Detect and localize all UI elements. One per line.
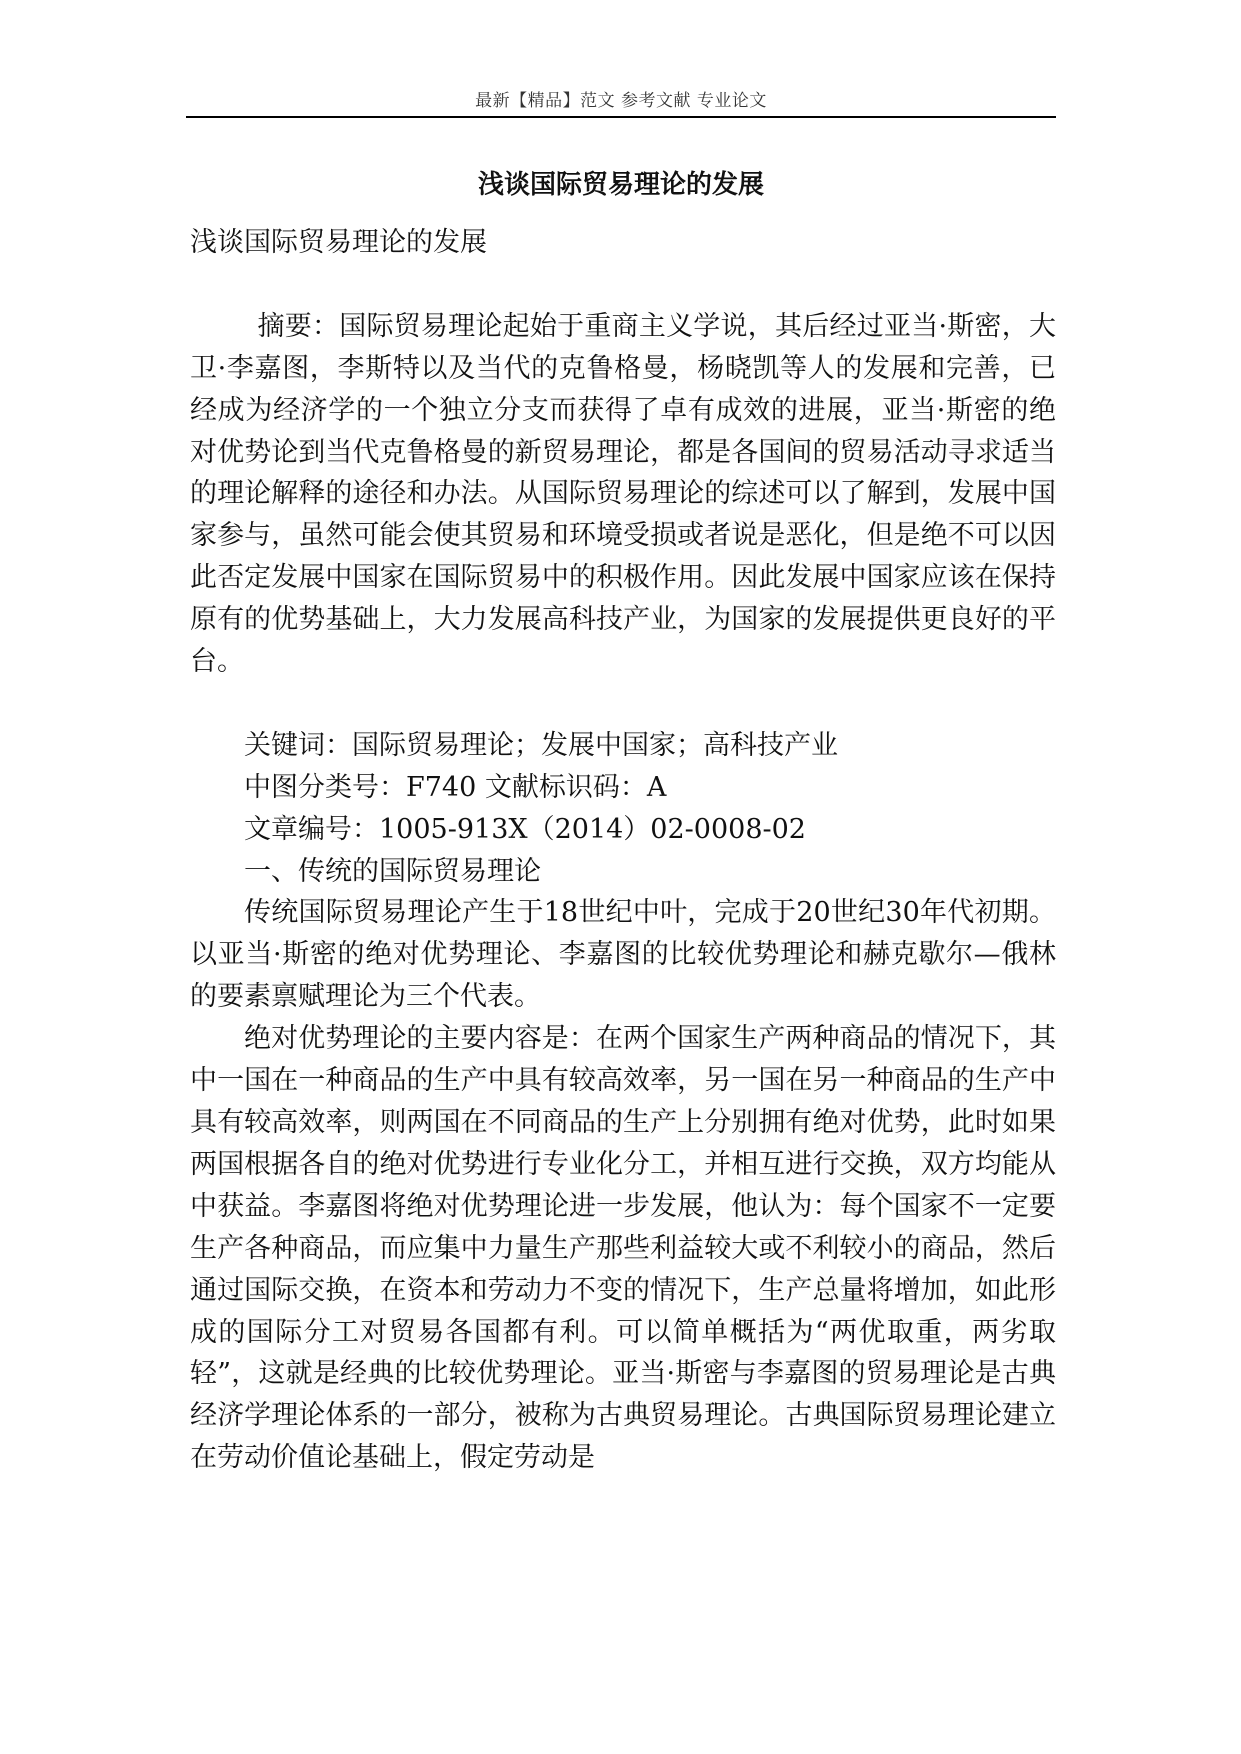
body-paragraph: 传统国际贸易理论产生于18世纪中叶，完成于20世纪30年代初期。以亚当·斯密的绝对优势理论、李嘉图的比较优势理论和赫克歇尔—俄林的要素禀赋理论为三个代表。 xyxy=(190,897,1056,1013)
body-paragraph: 绝对优势理论的主要内容是：在两个国家生产两种商品的情况下，其中一国在一种商品的生产中具有较高效率，另一国在另一种商品的生产中具有较高效率，则两国在不同商品的生产上分别拥有绝对优势，此时如果两国根据各自的绝对优势进行专业化分工，并相互进行交换，双方均能从中获益。李嘉图将绝对优势理论进一步发展，他认为：每个国家不一定要生产各种商品，而应集中力量生产那些利益较大或不利较小的商品，然后通过国际交换，在资本和劳动力不变的情况下，生产总量将增加，如此形成的国际分工对贸易各国都有利。可以简单概括为“两优取重，两劣取轻”，这就是经典的比较优势理论。亚当·斯密与李嘉图的贸易理论是古典经济学理论体系的一部分，被称为古典贸易理论。古典国际贸易理论建立在劳动价值论基础上，假定劳动是 xyxy=(190,1023,1056,1474)
abstract-paragraph: 摘要：国际贸易理论起始于重商主义学说，其后经过亚当·斯密，大卫·李嘉图，李斯特以及当代的克鲁格曼，杨晓凯等人的发展和完善，已经成为经济学的一个独立分支而获得了卓有成效的进展，亚当·斯密的绝对优势论到当代克鲁格曼的新贸易理论，都是各国间的贸易活动寻求适当的理论解释的途径和办法。从国际贸易理论的综述可以了解到，发展中国家参与，虽然可能会使其贸易和环境受损或者说是恶化，但是绝不可以因此否定发展中国家在国际贸易中的积极作用。因此发展中国家应该在保持原有的优势基础上，大力发展高科技产业，为国家的发展提供更良好的平台。 xyxy=(190,310,1056,678)
running-header: 最新【精品】范文 参考文献 专业论文 xyxy=(475,91,767,111)
document-title: 浅谈国际贸易理论的发展 xyxy=(477,170,764,200)
blank-line xyxy=(190,264,1056,306)
document-body xyxy=(190,222,1056,1479)
header-rule xyxy=(186,116,1056,118)
blank-line xyxy=(190,683,1056,725)
classification-line: 中图分类号：F740 文献标识码：A xyxy=(244,771,667,803)
keywords-line: 关键词：国际贸易理论；发展中国家；高科技产业 xyxy=(244,729,838,761)
section-heading: 一、传统的国际贸易理论 xyxy=(244,855,541,887)
document-subtitle: 浅谈国际贸易理论的发展 xyxy=(190,227,487,258)
article-number-line: 文章编号：1005-913X（2014）02-0008-02 xyxy=(244,813,806,845)
